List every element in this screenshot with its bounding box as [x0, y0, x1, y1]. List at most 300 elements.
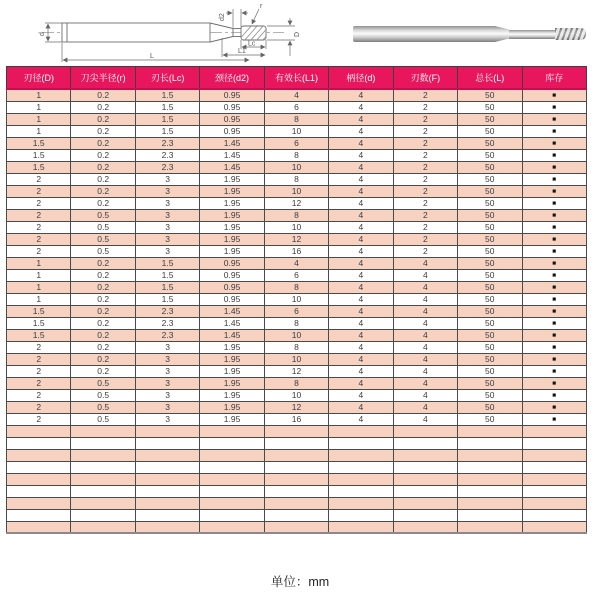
empty-table-row — [7, 425, 587, 437]
table-row — [7, 197, 587, 209]
spec-cell: 1.45 — [200, 317, 264, 329]
spec-cell: 0.2 — [71, 113, 135, 125]
spec-cell: 1.5 — [135, 293, 199, 305]
column-header: 颈径(d2) — [200, 67, 264, 89]
spec-cell: 0.2 — [71, 89, 135, 102]
table-row — [7, 341, 587, 353]
spec-cell: 50 — [458, 353, 522, 365]
stock-indicator: ■ — [522, 317, 587, 329]
spec-cell: 12 — [264, 197, 328, 209]
spec-cell: 1 — [7, 89, 71, 102]
stock-indicator: ■ — [522, 233, 587, 245]
empty-cell — [135, 461, 199, 473]
dim-cut-D — [267, 18, 295, 56]
spec-cell: 1.95 — [200, 401, 264, 413]
empty-cell — [200, 461, 264, 473]
spec-cell: 0.5 — [71, 389, 135, 401]
empty-cell — [71, 509, 135, 521]
label-overall-L: L — [150, 53, 154, 60]
spec-cell: 1.45 — [200, 161, 264, 173]
spec-cell: 4 — [329, 401, 393, 413]
spec-cell: 10 — [264, 161, 328, 173]
spec-cell: 50 — [458, 281, 522, 293]
spec-cell: 0.5 — [71, 221, 135, 233]
spec-cell: 8 — [264, 281, 328, 293]
empty-cell — [458, 449, 522, 461]
spec-cell: 2 — [7, 413, 71, 425]
spec-cell: 1.95 — [200, 221, 264, 233]
column-header: 刃数(F) — [393, 67, 457, 89]
stock-indicator: ■ — [522, 209, 587, 221]
spec-cell: 2 — [7, 401, 71, 413]
table-row — [7, 413, 587, 425]
spec-cell: 10 — [264, 353, 328, 365]
empty-cell — [200, 425, 264, 437]
spec-cell: 2 — [7, 365, 71, 377]
spec-cell: 50 — [458, 269, 522, 281]
empty-cell — [7, 425, 71, 437]
empty-cell — [71, 497, 135, 509]
spec-cell: 4 — [329, 173, 393, 185]
empty-cell — [329, 437, 393, 449]
spec-cell: 4 — [329, 89, 393, 102]
empty-cell — [71, 425, 135, 437]
table-row — [7, 233, 587, 245]
spec-cell: 1.95 — [200, 197, 264, 209]
spec-cell: 4 — [329, 317, 393, 329]
stock-indicator: ■ — [522, 401, 587, 413]
spec-cell: 1.5 — [135, 89, 199, 102]
stock-indicator: ■ — [522, 341, 587, 353]
spec-cell: 1.45 — [200, 329, 264, 341]
spec-cell: 4 — [329, 233, 393, 245]
empty-cell — [329, 449, 393, 461]
stock-indicator: ■ — [522, 221, 587, 233]
spec-cell: 2 — [393, 185, 457, 197]
spec-cell: 0.2 — [71, 149, 135, 161]
empty-cell — [264, 473, 328, 485]
spec-cell: 4 — [329, 329, 393, 341]
diagram-band — [0, 0, 600, 66]
spec-cell: 50 — [458, 317, 522, 329]
empty-table-row — [7, 449, 587, 461]
spec-cell: 1.5 — [7, 149, 71, 161]
column-header: 有效长(L1) — [264, 67, 328, 89]
spec-cell: 3 — [135, 173, 199, 185]
spec-cell: 3 — [135, 413, 199, 425]
spec-cell: 0.95 — [200, 281, 264, 293]
stock-indicator: ■ — [522, 353, 587, 365]
column-header: 总长(L) — [458, 67, 522, 89]
empty-cell — [7, 509, 71, 521]
spec-cell: 4 — [393, 293, 457, 305]
table-row — [7, 101, 587, 113]
spec-cell: 0.2 — [71, 101, 135, 113]
empty-cell — [7, 485, 71, 497]
empty-cell — [71, 437, 135, 449]
spec-cell: 4 — [393, 377, 457, 389]
spec-cell: 1.5 — [7, 317, 71, 329]
spec-cell: 6 — [264, 269, 328, 281]
table-row — [7, 269, 587, 281]
table-row — [7, 209, 587, 221]
spec-cell: 50 — [458, 401, 522, 413]
empty-cell — [7, 497, 71, 509]
spec-cell: 50 — [458, 137, 522, 149]
empty-cell — [458, 521, 522, 533]
spec-cell: 0.95 — [200, 101, 264, 113]
spec-cell: 1.5 — [135, 113, 199, 125]
spec-cell: 10 — [264, 185, 328, 197]
spec-cell: 1.95 — [200, 365, 264, 377]
column-header: 刃径(D) — [7, 67, 71, 89]
empty-cell — [522, 473, 587, 485]
spec-cell: 16 — [264, 245, 328, 257]
empty-cell — [135, 473, 199, 485]
label-effective-L1: L1 — [238, 48, 246, 55]
spec-cell: 0.2 — [71, 173, 135, 185]
spec-cell: 0.2 — [71, 353, 135, 365]
spec-cell: 4 — [329, 125, 393, 137]
table-row — [7, 317, 587, 329]
spec-cell: 1.95 — [200, 353, 264, 365]
spec-cell: 1 — [7, 113, 71, 125]
empty-cell — [522, 461, 587, 473]
spec-cell: 0.2 — [71, 293, 135, 305]
spec-cell: 0.5 — [71, 377, 135, 389]
spec-cell: 1.5 — [135, 257, 199, 269]
spec-cell: 0.5 — [71, 245, 135, 257]
spec-cell: 2 — [393, 113, 457, 125]
spec-cell: 2 — [393, 209, 457, 221]
table-row — [7, 401, 587, 413]
spec-cell: 0.5 — [71, 413, 135, 425]
table-row — [7, 329, 587, 341]
spec-cell: 4 — [393, 269, 457, 281]
empty-cell — [393, 521, 457, 533]
empty-cell — [7, 521, 71, 533]
spec-cell: 50 — [458, 209, 522, 221]
table-row — [7, 389, 587, 401]
spec-cell: 4 — [329, 377, 393, 389]
spec-cell: 0.95 — [200, 257, 264, 269]
empty-cell — [200, 437, 264, 449]
spec-cell: 8 — [264, 149, 328, 161]
spec-cell: 50 — [458, 221, 522, 233]
label-flute-Lc: Lc — [248, 40, 256, 48]
spec-cell: 1 — [7, 125, 71, 137]
stock-indicator: ■ — [522, 149, 587, 161]
empty-cell — [71, 485, 135, 497]
empty-cell — [264, 437, 328, 449]
empty-cell — [329, 473, 393, 485]
stock-indicator: ■ — [522, 185, 587, 197]
empty-cell — [522, 437, 587, 449]
spec-cell: 1.5 — [7, 137, 71, 149]
spec-cell: 3 — [135, 221, 199, 233]
spec-cell: 0.2 — [71, 317, 135, 329]
empty-cell — [7, 449, 71, 461]
table-row — [7, 377, 587, 389]
spec-cell: 3 — [135, 185, 199, 197]
empty-cell — [393, 497, 457, 509]
leader-radius-r — [252, 9, 259, 24]
spec-cell: 8 — [264, 113, 328, 125]
spec-cell: 50 — [458, 125, 522, 137]
spec-cell: 50 — [458, 329, 522, 341]
spec-cell: 0.2 — [71, 341, 135, 353]
table-row — [7, 173, 587, 185]
stock-indicator: ■ — [522, 173, 587, 185]
spec-cell: 8 — [264, 317, 328, 329]
spec-cell: 3 — [135, 341, 199, 353]
empty-cell — [264, 485, 328, 497]
empty-cell — [71, 473, 135, 485]
spec-cell: 1.95 — [200, 377, 264, 389]
spec-cell: 10 — [264, 329, 328, 341]
spec-cell: 8 — [264, 173, 328, 185]
spec-cell: 4 — [393, 365, 457, 377]
spec-table-body — [7, 89, 587, 534]
spec-cell: 2 — [393, 137, 457, 149]
table-row — [7, 89, 587, 102]
spec-cell: 1 — [7, 101, 71, 113]
endmill-photo — [348, 12, 596, 58]
spec-cell: 4 — [329, 245, 393, 257]
spec-cell: 0.95 — [200, 269, 264, 281]
spec-cell: 4 — [329, 413, 393, 425]
spec-cell: 3 — [135, 389, 199, 401]
column-header: 刀尖半径(r) — [71, 67, 135, 89]
spec-cell: 2 — [393, 173, 457, 185]
spec-cell: 2 — [7, 197, 71, 209]
stock-indicator: ■ — [522, 269, 587, 281]
empty-cell — [264, 425, 328, 437]
empty-cell — [135, 509, 199, 521]
table-row — [7, 353, 587, 365]
spec-cell: 4 — [393, 305, 457, 317]
spec-cell: 2.3 — [135, 305, 199, 317]
spec-cell: 8 — [264, 341, 328, 353]
spec-cell: 1.95 — [200, 173, 264, 185]
empty-cell — [522, 509, 587, 521]
spec-cell: 50 — [458, 197, 522, 209]
spec-cell: 4 — [329, 281, 393, 293]
table-row — [7, 293, 587, 305]
empty-cell — [264, 521, 328, 533]
spec-cell: 1.95 — [200, 413, 264, 425]
empty-cell — [393, 425, 457, 437]
spec-table-header-row — [7, 67, 587, 89]
empty-cell — [264, 461, 328, 473]
spec-cell: 0.5 — [71, 209, 135, 221]
spec-cell: 50 — [458, 161, 522, 173]
spec-cell: 6 — [264, 305, 328, 317]
spec-cell: 2 — [7, 389, 71, 401]
empty-table-row — [7, 473, 587, 485]
spec-table — [6, 66, 587, 534]
label-radius-r: r — [260, 3, 263, 10]
spec-cell: 6 — [264, 101, 328, 113]
spec-cell: 4 — [393, 257, 457, 269]
table-row — [7, 245, 587, 257]
empty-cell — [71, 521, 135, 533]
spec-cell: 4 — [329, 149, 393, 161]
dim-neck-d2 — [226, 9, 248, 28]
empty-cell — [71, 461, 135, 473]
empty-cell — [329, 461, 393, 473]
spec-cell: 0.2 — [71, 137, 135, 149]
spec-cell: 1.95 — [200, 233, 264, 245]
spec-cell: 1.5 — [135, 125, 199, 137]
empty-cell — [264, 509, 328, 521]
photo-taper — [495, 26, 509, 42]
spec-cell: 2 — [7, 209, 71, 221]
spec-cell: 10 — [264, 221, 328, 233]
empty-cell — [522, 521, 587, 533]
spec-cell: 4 — [329, 137, 393, 149]
empty-cell — [393, 449, 457, 461]
spec-cell: 1.45 — [200, 149, 264, 161]
spec-cell: 2 — [7, 341, 71, 353]
spec-cell: 4 — [329, 365, 393, 377]
spec-cell: 4 — [329, 197, 393, 209]
spec-cell: 1.95 — [200, 389, 264, 401]
spec-cell: 0.2 — [71, 305, 135, 317]
spec-cell: 1.45 — [200, 305, 264, 317]
column-header: 刃长(Lc) — [135, 67, 199, 89]
spec-cell: 12 — [264, 233, 328, 245]
spec-cell: 3 — [135, 353, 199, 365]
spec-cell: 1.45 — [200, 137, 264, 149]
stock-indicator: ■ — [522, 305, 587, 317]
spec-cell: 2.3 — [135, 161, 199, 173]
spec-cell: 4 — [393, 341, 457, 353]
spec-cell: 2 — [393, 197, 457, 209]
photo-shank — [353, 26, 495, 42]
spec-cell: 0.95 — [200, 293, 264, 305]
spec-cell: 2 — [7, 173, 71, 185]
spec-cell: 4 — [329, 305, 393, 317]
spec-cell: 1.5 — [7, 161, 71, 173]
spec-cell: 4 — [329, 221, 393, 233]
spec-cell: 0.2 — [71, 329, 135, 341]
column-header: 柄径(d) — [329, 67, 393, 89]
table-row — [7, 149, 587, 161]
spec-cell: 8 — [264, 377, 328, 389]
spec-cell: 1.5 — [7, 305, 71, 317]
spec-cell: 4 — [329, 269, 393, 281]
stock-indicator: ■ — [522, 329, 587, 341]
spec-cell: 50 — [458, 245, 522, 257]
stock-indicator: ■ — [522, 197, 587, 209]
stock-indicator: ■ — [522, 245, 587, 257]
empty-cell — [7, 437, 71, 449]
empty-table-row — [7, 461, 587, 473]
spec-cell: 4 — [393, 413, 457, 425]
empty-cell — [200, 449, 264, 461]
spec-cell: 4 — [393, 329, 457, 341]
empty-table-row — [7, 437, 587, 449]
label-cut-D: D — [294, 31, 301, 37]
unit-note: 单位：mm — [270, 575, 330, 589]
empty-cell — [393, 485, 457, 497]
empty-cell — [458, 473, 522, 485]
empty-cell — [7, 461, 71, 473]
spec-cell: 0.95 — [200, 89, 264, 102]
spec-cell: 50 — [458, 113, 522, 125]
endmill-technical-drawing — [0, 0, 320, 66]
label-neck-d2: d2 — [219, 13, 226, 21]
spec-cell: 10 — [264, 389, 328, 401]
stock-indicator: ■ — [522, 281, 587, 293]
spec-cell: 1.5 — [135, 281, 199, 293]
spec-cell: 50 — [458, 305, 522, 317]
empty-cell — [329, 485, 393, 497]
spec-cell: 50 — [458, 185, 522, 197]
empty-cell — [200, 485, 264, 497]
empty-cell — [393, 437, 457, 449]
dim-overall-L — [62, 43, 249, 62]
spec-cell: 2 — [393, 125, 457, 137]
spec-cell: 0.2 — [71, 185, 135, 197]
spec-cell: 50 — [458, 257, 522, 269]
table-row — [7, 125, 587, 137]
empty-cell — [135, 521, 199, 533]
empty-cell — [458, 425, 522, 437]
spec-cell: 2.3 — [135, 317, 199, 329]
spec-cell: 2 — [393, 221, 457, 233]
spec-cell: 0.2 — [71, 269, 135, 281]
table-row — [7, 161, 587, 173]
empty-cell — [135, 437, 199, 449]
spec-cell: 2 — [7, 221, 71, 233]
spec-cell: 3 — [135, 197, 199, 209]
stock-indicator: ■ — [522, 137, 587, 149]
spec-cell: 0.2 — [71, 257, 135, 269]
spec-cell: 4 — [329, 257, 393, 269]
spec-cell: 4 — [329, 209, 393, 221]
empty-cell — [329, 425, 393, 437]
column-header: 库存 — [522, 67, 587, 89]
spec-cell: 4 — [329, 113, 393, 125]
label-shank-d: d — [39, 32, 46, 36]
spec-cell: 4 — [393, 401, 457, 413]
empty-cell — [135, 425, 199, 437]
empty-cell — [522, 497, 587, 509]
table-row — [7, 185, 587, 197]
empty-cell — [7, 473, 71, 485]
spec-cell: 4 — [329, 161, 393, 173]
spec-cell: 0.2 — [71, 161, 135, 173]
spec-cell: 0.5 — [71, 401, 135, 413]
spec-cell: 3 — [135, 245, 199, 257]
spec-cell: 10 — [264, 125, 328, 137]
spec-cell: 0.95 — [200, 113, 264, 125]
spec-cell: 0.2 — [71, 197, 135, 209]
spec-cell: 0.95 — [200, 125, 264, 137]
stock-indicator: ■ — [522, 293, 587, 305]
empty-cell — [393, 509, 457, 521]
spec-cell: 50 — [458, 365, 522, 377]
spec-cell: 1 — [7, 281, 71, 293]
spec-cell: 16 — [264, 413, 328, 425]
empty-cell — [458, 437, 522, 449]
spec-cell: 2.3 — [135, 149, 199, 161]
spec-cell: 6 — [264, 137, 328, 149]
empty-table-row — [7, 485, 587, 497]
stock-indicator: ■ — [522, 113, 587, 125]
